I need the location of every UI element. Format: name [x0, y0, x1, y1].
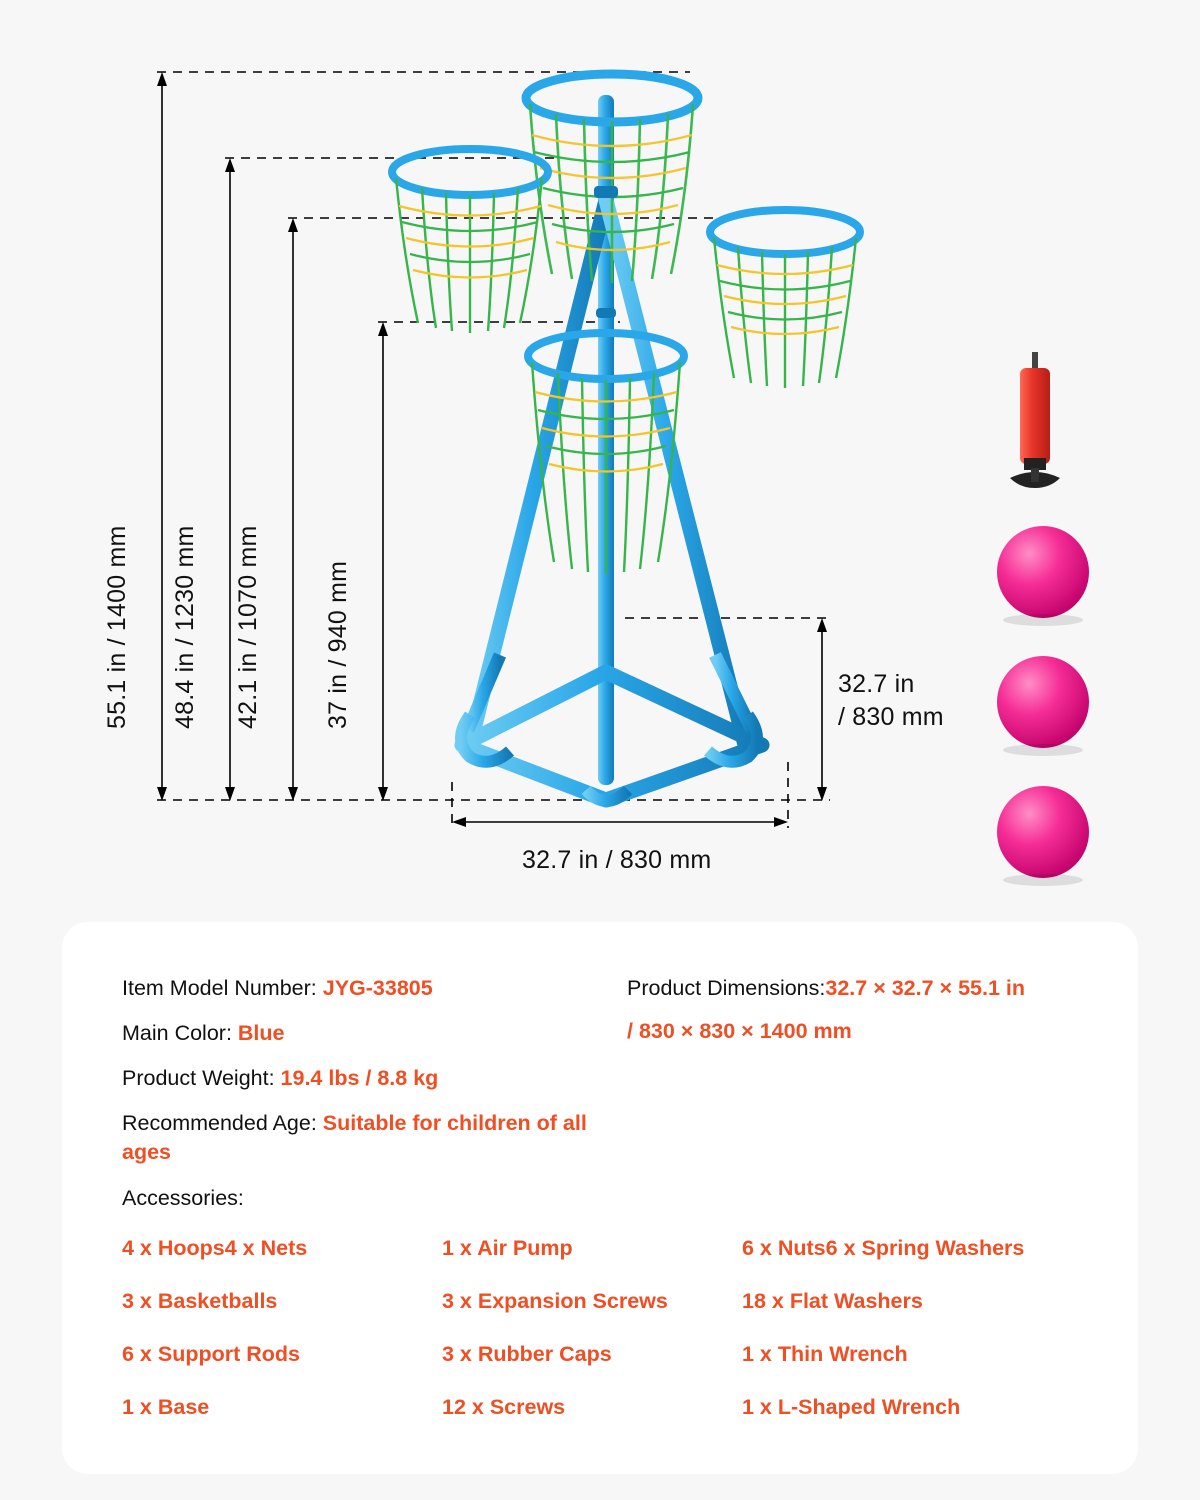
spec-value-age: Suitable for children of all ages — [122, 1111, 587, 1165]
dim-label-base-depth-line2: / 830 mm — [838, 703, 944, 731]
dim-label-height-hoop2: 48.4 in / 1230 mm — [171, 525, 199, 729]
spec-value-color: Blue — [237, 1021, 285, 1046]
accessories-title: Accessories: — [122, 1186, 244, 1210]
spec-row-dimensions-metric — [627, 1017, 1147, 1046]
accessory-spring-washers: 6 x Spring Washers — [825, 1236, 1025, 1260]
spec-label-dimensions: Product Dimensions: — [627, 976, 826, 1000]
accessory-item — [742, 1236, 1122, 1261]
spec-row-dimensions — [627, 974, 1147, 1003]
accessory-expansion-screws: 3 x Expansion Screws — [442, 1289, 668, 1313]
accessories-column-1 — [122, 1236, 432, 1448]
accessory-thin-wrench: 1 x Thin Wrench — [742, 1342, 908, 1366]
spec-value-dimensions-metric: / 830 × 830 × 1400 mm — [627, 1019, 852, 1044]
spec-right-column — [627, 974, 1147, 1060]
accessory-l-shaped-wrench: 1 x L-Shaped Wrench — [742, 1395, 961, 1419]
spec-label-model: Item Model Number: — [122, 976, 323, 1000]
spec-label-weight: Product Weight: — [122, 1066, 281, 1091]
accessories-column-3 — [742, 1236, 1122, 1448]
accessory-hoops: 4 x Hoops — [122, 1236, 225, 1260]
dim-label-height-hoop4: 37 in / 940 mm — [324, 560, 352, 729]
spec-row-color — [122, 1019, 622, 1048]
dim-label-base-depth-line1: 32.7 in — [838, 670, 915, 698]
dim-label-height-hoop3: 42.1 in / 1070 mm — [234, 525, 262, 729]
dim-label-height-total: 55.1 in / 1400 mm — [103, 525, 131, 729]
spec-value-weight: 19.4 lbs / 8.8 kg — [280, 1066, 439, 1091]
spec-value-dimensions: 32.7 × 32.7 × 55.1 in — [825, 976, 1025, 1000]
accessory-nets: 4 x Nets — [224, 1236, 308, 1260]
spec-left-column — [122, 974, 622, 1183]
spec-label-color: Main Color: — [122, 1021, 238, 1046]
accessory-support-rods: 6 x Support Rods — [122, 1342, 300, 1366]
accessory-flat-washers: 18 x Flat Washers — [742, 1289, 923, 1313]
spec-row-model — [122, 974, 622, 1003]
accessory-screws: 12 x Screws — [442, 1395, 566, 1419]
specification-card — [62, 922, 1138, 1474]
spec-row-age — [122, 1109, 622, 1167]
accessories-column-2 — [442, 1236, 732, 1448]
accessory-nuts: 6 x Nuts — [742, 1236, 826, 1260]
accessory-base: 1 x Base — [122, 1395, 210, 1419]
dim-label-base-width: 32.7 in / 830 mm — [522, 846, 712, 874]
accessory-air-pump: 1 x Air Pump — [442, 1236, 573, 1260]
spec-value-model: JYG-33805 — [322, 976, 433, 1000]
accessory-basketballs: 3 x Basketballs — [122, 1289, 278, 1313]
accessory-rubber-caps: 3 x Rubber Caps — [442, 1342, 612, 1366]
accessory-item — [122, 1236, 432, 1261]
spec-label-age: Recommended Age: — [122, 1111, 323, 1136]
spec-row-weight — [122, 1064, 622, 1093]
